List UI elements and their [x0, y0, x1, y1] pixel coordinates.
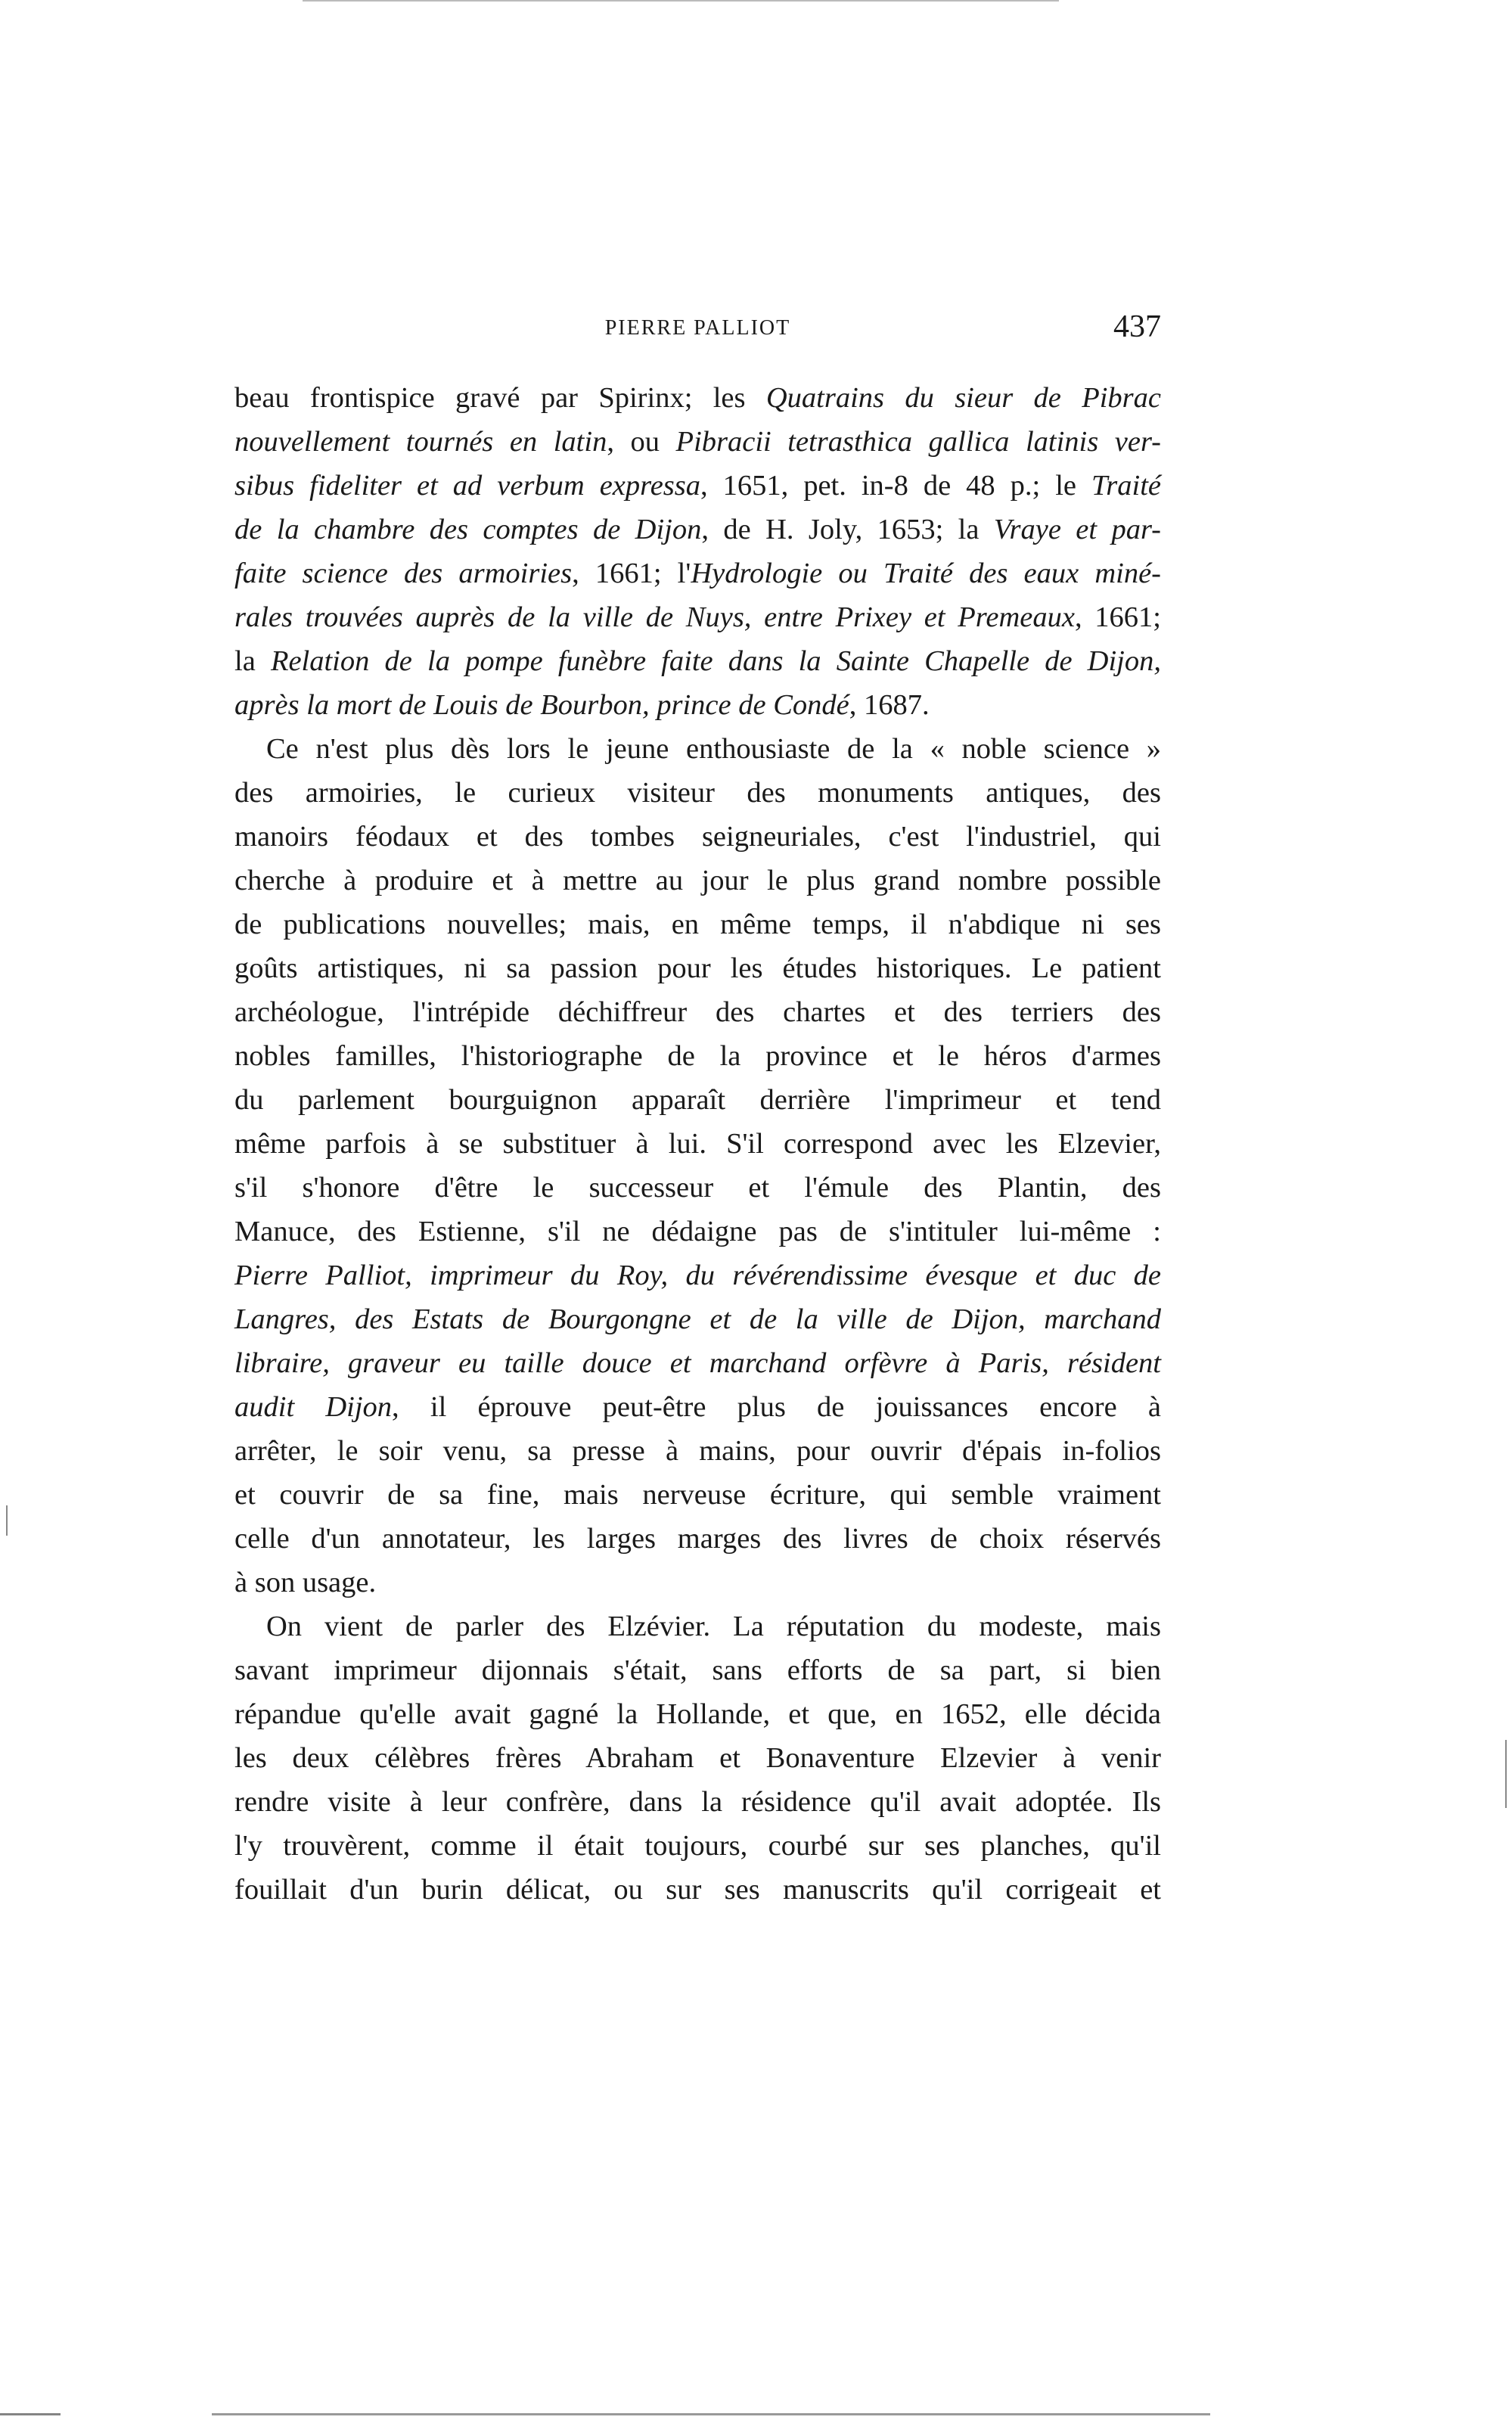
text-line	[234, 1078, 1161, 1122]
scan-edge-bottom	[0, 2413, 1512, 2415]
text-line	[234, 551, 1161, 595]
text-segment: à son usage.	[234, 1567, 377, 1598]
text-segment: archéologue, l'intrépide déchiffreur des chartes et des terriers des	[234, 996, 1161, 1028]
running-title: PIERRE PALLIOT	[604, 316, 791, 340]
text-line	[234, 639, 1161, 683]
text-line	[234, 1561, 1161, 1604]
text-segment: la	[234, 645, 271, 677]
text-segment: On vient de parler des Elzévier. La réputation du modeste, mais	[266, 1611, 1161, 1642]
italic-title-text: faite science des armoiries	[234, 558, 573, 589]
text-line	[234, 1517, 1161, 1561]
text-segment: s'il s'honore d'être le successeur et l'émule des Plantin, des	[234, 1172, 1161, 1204]
text-segment: et couvrir de sa fine, mais nerveuse écriture, qui semble vraiment	[234, 1479, 1161, 1511]
text-segment: , 1661; l'	[572, 558, 691, 589]
text-line	[234, 1122, 1161, 1166]
text-line	[234, 1868, 1161, 1912]
text-line	[234, 1692, 1161, 1736]
text-segment: savant imprimeur dijonnais s'était, sans efforts de sa part, si bien	[234, 1654, 1161, 1686]
text-segment: même parfois à se substituer à lui. S'il correspond avec les Elzevier,	[234, 1128, 1161, 1160]
text-line	[234, 1297, 1161, 1341]
italic-title-text: Traité	[1091, 470, 1161, 502]
page-header	[234, 309, 1161, 351]
text-line	[234, 1166, 1161, 1210]
text-segment: , 1651, pet. in-8 de 48 p.; le	[700, 470, 1091, 502]
text-line	[234, 990, 1161, 1034]
italic-title-text: audit Dijon	[234, 1391, 393, 1423]
text-line	[234, 683, 1161, 727]
text-line	[234, 815, 1161, 859]
text-segment: de publications nouvelles; mais, en même temps, il n'abdique ni ses	[234, 909, 1161, 940]
italic-title-text: Vraye et par-	[993, 514, 1161, 545]
italic-title-text: Quatrains du sieur de Pibrac	[765, 382, 1162, 414]
text-segment: du parlement bourguignon apparaît derrière l'imprimeur et tend	[234, 1084, 1161, 1116]
text-segment: répandue qu'elle avait gagné la Hollande, et que, en 1652, elle décida	[234, 1698, 1161, 1730]
text-line	[234, 1429, 1161, 1473]
text-segment: arrêter, le soir venu, sa presse à mains, pour ouvrir d'épais in-folios	[234, 1435, 1161, 1467]
text-segment: l'y trouvèrent, comme il était toujours, courbé sur ses planches, qu'il	[234, 1830, 1161, 1862]
text-line	[234, 595, 1161, 639]
italic-title-text: rales trouvées auprès de la ville de Nuys, entre Prixey et Premeaux	[234, 601, 1075, 633]
text-line	[234, 420, 1161, 464]
italic-title-text: sibus fideliter et ad verbum expressa	[234, 470, 700, 502]
text-segment: rendre visite à leur confrère, dans la résidence qu'il avait adoptée. Ils	[234, 1786, 1161, 1818]
text-line	[234, 1253, 1161, 1297]
text-segment: , il éprouve peut-être plus de jouissances encore à	[392, 1391, 1161, 1423]
text-segment: , ou	[607, 426, 676, 458]
scan-edge-top	[303, 0, 1059, 2]
text-segment: celle d'un annotateur, les larges marges des livres de choix réservés	[234, 1523, 1161, 1555]
italic-title-text: libraire, graveur eu taille douce et marchand orfèvre à Paris, résident	[234, 1347, 1161, 1379]
italic-title-text: Pibracii tetrasthica gallica latinis ver-	[675, 426, 1161, 458]
text-line	[234, 1385, 1161, 1429]
text-line	[234, 1210, 1161, 1253]
text-segment: , 1687.	[849, 689, 930, 721]
text-line	[234, 1604, 1161, 1648]
italic-title-text: nouvellement tournés en latin	[234, 426, 607, 458]
text-line	[234, 1473, 1161, 1517]
italic-title-text: Langres, des Estats de Bourgongne et de la ville de Dijon, marchand	[234, 1303, 1161, 1335]
text-segment: fouillait d'un burin délicat, ou sur ses manuscrits qu'il corrigeait et	[234, 1874, 1161, 1906]
text-segment: , de H. Joly, 1653; la	[701, 514, 994, 545]
text-line	[234, 1780, 1161, 1824]
text-line	[234, 508, 1161, 551]
text-line	[234, 1034, 1161, 1078]
text-segment: Manuce, des Estienne, s'il ne dédaigne pas de s'intituler lui-même :	[234, 1216, 1161, 1247]
text-line	[234, 771, 1161, 815]
text-segment: beau frontispice gravé par Spirinx; les	[234, 382, 766, 414]
text-line	[234, 727, 1161, 771]
text-segment: goûts artistiques, ni sa passion pour les études historiques. Le patient	[234, 952, 1161, 984]
italic-title-text: Pierre Palliot, imprimeur du Roy, du révérendissime évesque et duc de	[234, 1260, 1161, 1291]
text-line	[234, 1824, 1161, 1868]
italic-title-text: de la chambre des comptes de Dijon	[234, 514, 702, 545]
text-segment: cherche à produire et à mettre au jour le plus grand nombre possible	[234, 865, 1161, 896]
text-segment: manoirs féodaux et des tombes seigneuriales, c'est l'industriel, qui	[234, 821, 1161, 853]
text-segment: Ce n'est plus dès lors le jeune enthousiaste de la « noble science »	[266, 733, 1161, 765]
scan-artifact	[1505, 1740, 1507, 1808]
text-line	[234, 859, 1161, 902]
text-segment: , 1661;	[1074, 601, 1161, 633]
text-line	[234, 1736, 1161, 1780]
scan-artifact	[6, 1505, 8, 1536]
text-line	[234, 946, 1161, 990]
text-line	[234, 1341, 1161, 1385]
text-line	[234, 464, 1161, 508]
body-text	[234, 376, 1161, 1912]
text-segment: des armoiries, le curieux visiteur des monuments antiques, des	[234, 777, 1161, 809]
italic-title-text: après la mort de Louis de Bourbon, prince de Condé	[234, 689, 849, 721]
page-number: 437	[1113, 309, 1161, 344]
text-line	[234, 902, 1161, 946]
text-line	[234, 376, 1161, 420]
italic-title-text: Relation de la pompe funèbre faite dans la Sainte Chapelle de Dijon,	[270, 645, 1162, 677]
text-segment: nobles familles, l'historiographe de la province et le héros d'armes	[234, 1040, 1161, 1072]
text-line	[234, 1648, 1161, 1692]
text-segment: les deux célèbres frères Abraham et Bonaventure Elzevier à venir	[234, 1742, 1161, 1774]
italic-title-text: Hydrologie ou Traité des eaux miné-	[691, 558, 1161, 589]
